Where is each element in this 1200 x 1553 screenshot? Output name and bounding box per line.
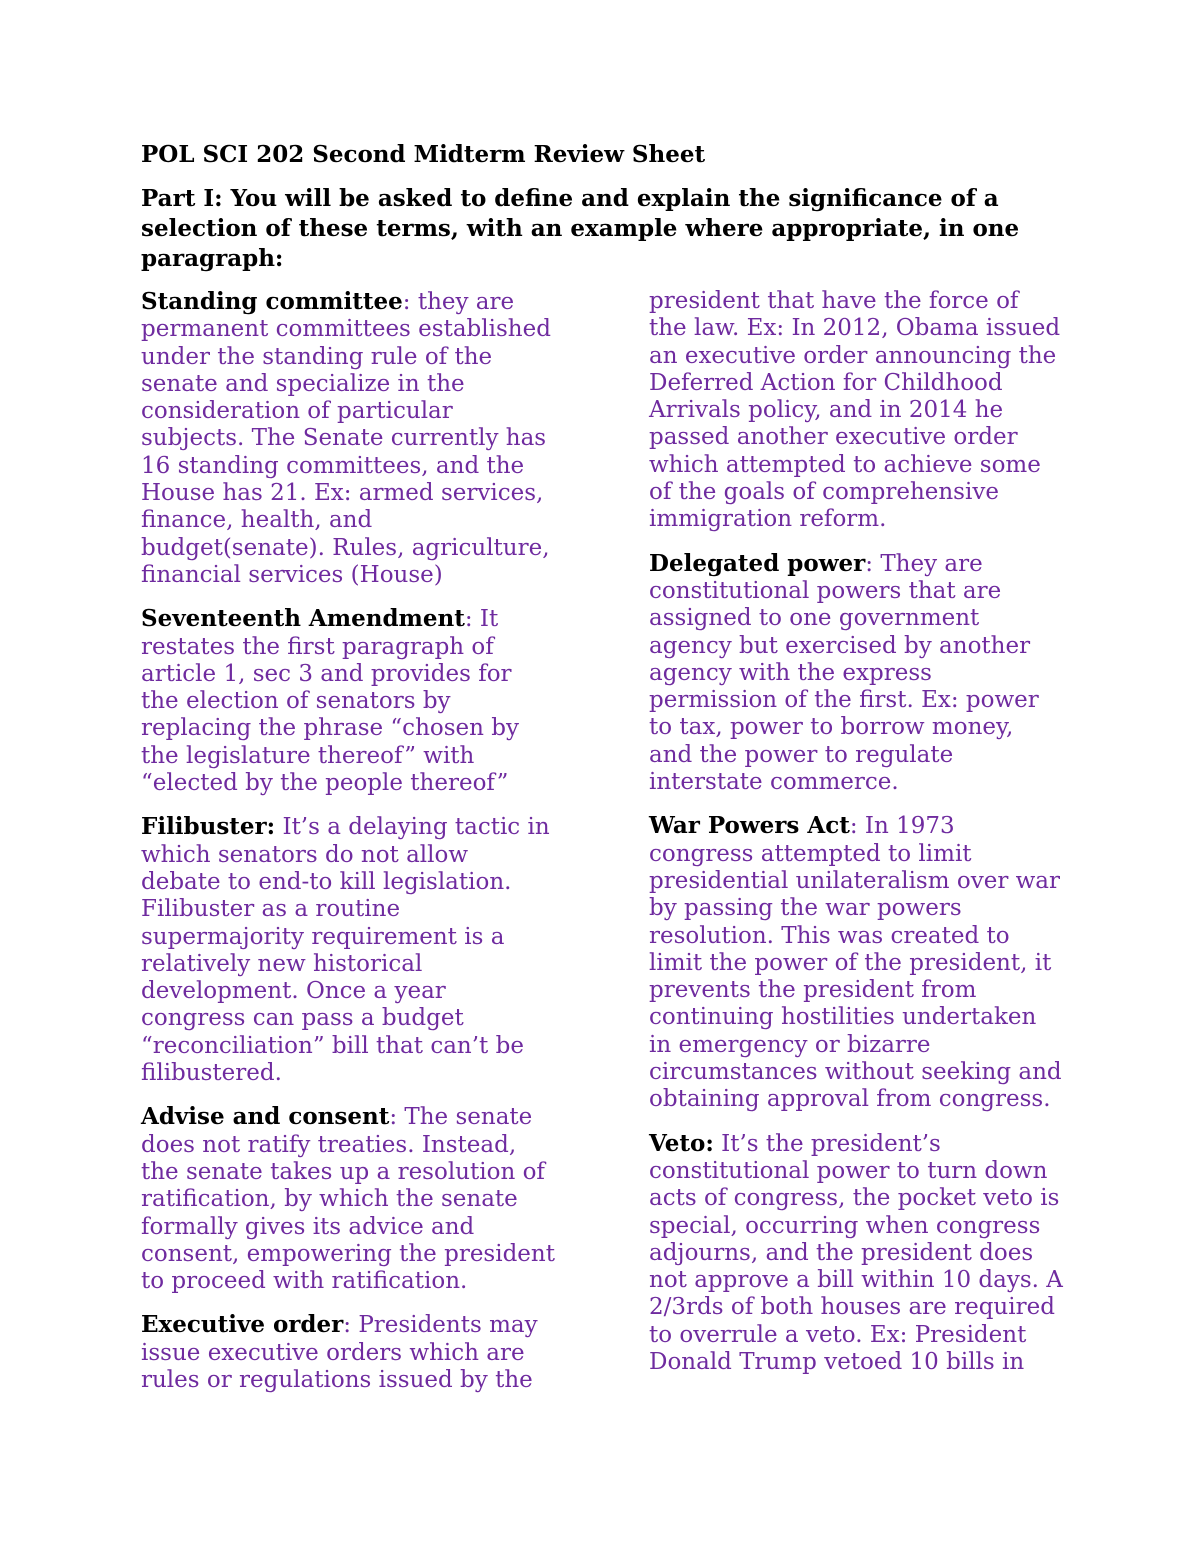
glossary-definition-text: 16 standing committees, and the bbox=[141, 452, 525, 479]
entry-line bbox=[649, 1032, 1081, 1059]
entry-line bbox=[649, 452, 1081, 479]
entry-line bbox=[141, 344, 573, 371]
entry-line bbox=[141, 715, 573, 742]
glossary-definition-text: financial services (House) bbox=[141, 561, 443, 588]
glossary-definition-text: interstate commerce. bbox=[649, 769, 899, 796]
glossary-definition-text: formally gives its advice and bbox=[141, 1213, 475, 1240]
glossary-definition-text: finance, health, and bbox=[141, 507, 373, 534]
entry-line bbox=[141, 1103, 573, 1131]
entry-line bbox=[141, 605, 573, 633]
entry-line bbox=[141, 661, 573, 688]
glossary-definition-text: agency but exercised by another bbox=[649, 632, 1031, 659]
glossary-term: Standing committee bbox=[141, 288, 403, 315]
glossary-term: Veto: bbox=[649, 1129, 714, 1157]
document-page bbox=[141, 138, 1081, 1410]
entry-line bbox=[649, 397, 1081, 424]
entry-line bbox=[649, 1349, 1081, 1376]
glossary-entry-continued bbox=[649, 288, 1081, 534]
glossary-entry-veto bbox=[649, 1130, 1081, 1377]
entry-line bbox=[649, 343, 1081, 370]
entry-line bbox=[141, 951, 573, 978]
glossary-definition-text: issue executive orders which are bbox=[141, 1339, 525, 1366]
glossary-entry-seventeenth-amendment bbox=[141, 605, 573, 797]
glossary-definition-text: : they are bbox=[402, 289, 515, 315]
glossary-definition-text: congress can pass a budget bbox=[141, 1005, 464, 1032]
entry-line bbox=[649, 714, 1081, 741]
glossary-definition-text: development. Once a year bbox=[141, 978, 446, 1005]
glossary-definition-text: which senators do not allow bbox=[141, 841, 469, 868]
glossary-definition-text: congress attempted to limit bbox=[649, 840, 972, 867]
entry-line bbox=[649, 633, 1081, 660]
entry-line bbox=[649, 742, 1081, 769]
two-column-body bbox=[141, 288, 1081, 1410]
glossary-term: Filibuster: bbox=[141, 813, 276, 841]
entry-line bbox=[141, 634, 573, 661]
glossary-definition-text: to overrule a veto. Ex: President bbox=[649, 1321, 1027, 1348]
glossary-definition-text: consent, empowering the president bbox=[141, 1240, 555, 1267]
entry-line bbox=[141, 1311, 573, 1339]
glossary-definition-text: article 1, sec 3 and provides for bbox=[141, 660, 512, 687]
entry-line bbox=[649, 977, 1081, 1004]
glossary-definition-text: adjourns, and the president does bbox=[649, 1239, 1034, 1266]
entry-line bbox=[141, 813, 573, 841]
entry-line bbox=[649, 1130, 1081, 1158]
entry-line bbox=[649, 812, 1081, 840]
glossary-term: Executive order bbox=[141, 1311, 344, 1339]
right-column bbox=[649, 288, 1081, 1410]
glossary-definition-text: permanent committees established bbox=[141, 316, 551, 343]
entry-line bbox=[141, 507, 573, 534]
entry-line bbox=[141, 562, 573, 589]
glossary-definition-text: agency with the express bbox=[649, 659, 932, 686]
glossary-definition-text: not approve a bill within 10 days. A bbox=[649, 1267, 1063, 1294]
glossary-definition-text: restates the first paragraph of bbox=[141, 633, 494, 660]
entry-line bbox=[141, 1367, 573, 1394]
glossary-definition-text: It’s a delaying tactic in bbox=[275, 814, 550, 841]
glossary-definition-text: subjects. The Senate currently has bbox=[141, 425, 547, 452]
glossary-definition-text: constitutional power to turn down bbox=[649, 1157, 1048, 1184]
instructions-line: paragraph: bbox=[141, 245, 284, 272]
entry-line bbox=[141, 1132, 573, 1159]
entry-line bbox=[141, 978, 573, 1005]
glossary-definition-text: rules or regulations issued by the bbox=[141, 1366, 533, 1393]
glossary-definition-text: circumstances without seeking and bbox=[649, 1059, 1062, 1086]
entry-line bbox=[649, 868, 1081, 895]
glossary-entry-filibuster bbox=[141, 813, 573, 1087]
glossary-definition-text: supermajority requirement is a bbox=[141, 923, 505, 950]
glossary-term: Seventeenth Amendment bbox=[141, 605, 465, 633]
glossary-definition-text: limit the power of the president, it bbox=[649, 949, 1052, 976]
glossary-definition-text: the election of senators by bbox=[141, 688, 451, 715]
glossary-term: Delegated power bbox=[649, 549, 866, 577]
glossary-definition-text: continuing hostilities undertaken bbox=[649, 1004, 1037, 1031]
glossary-definition-text: debate to end-to kill legislation. bbox=[141, 868, 512, 895]
entry-line bbox=[649, 841, 1081, 868]
glossary-entry-executive-order bbox=[141, 1311, 573, 1394]
glossary-definition-text: assigned to one government bbox=[649, 605, 980, 632]
part-one-instructions bbox=[141, 184, 1081, 274]
entry-line bbox=[141, 535, 573, 562]
entry-line bbox=[649, 578, 1081, 605]
glossary-definition-text: the senate takes up a resolution of bbox=[141, 1158, 545, 1185]
glossary-definition-text: president that have the force of bbox=[649, 288, 1019, 314]
entry-line bbox=[649, 660, 1081, 687]
entry-line bbox=[141, 1005, 573, 1032]
entry-line bbox=[141, 1214, 573, 1241]
glossary-definition-text: obtaining approval from congress. bbox=[649, 1086, 1051, 1113]
entry-line bbox=[141, 480, 573, 507]
entry-line bbox=[649, 315, 1081, 342]
glossary-definition-text: does not ratify treaties. Instead, bbox=[141, 1131, 517, 1158]
entry-line bbox=[141, 924, 573, 951]
glossary-definition-text: immigration reform. bbox=[649, 506, 887, 533]
instructions-line: Part I: You will be asked to define and explain the significance of a bbox=[141, 185, 999, 212]
document-title: POL SCI 202 Second Midterm Review Sheet bbox=[141, 141, 706, 168]
glossary-definition-text: under the standing rule of the bbox=[141, 343, 493, 370]
glossary-definition-text: and the power to regulate bbox=[649, 741, 954, 768]
entry-line bbox=[649, 1158, 1081, 1185]
glossary-definition-text: House has 21. Ex: armed services, bbox=[141, 480, 544, 507]
glossary-definition-text: to tax, power to borrow money, bbox=[649, 714, 1014, 741]
entry-line bbox=[649, 605, 1081, 632]
glossary-definition-text: prevents the president from bbox=[649, 977, 977, 1004]
entry-line bbox=[141, 1340, 573, 1367]
entry-line bbox=[141, 316, 573, 343]
glossary-definition-text: Arrivals policy, and in 2014 he bbox=[649, 397, 1004, 424]
glossary-definition-text: constitutional powers that are bbox=[649, 577, 1002, 604]
entry-line bbox=[141, 425, 573, 452]
left-column bbox=[141, 288, 573, 1410]
entry-line bbox=[649, 923, 1081, 950]
glossary-definition-text: budget(senate). Rules, agriculture, bbox=[141, 534, 550, 561]
glossary-definition-text: in emergency or bizarre bbox=[649, 1031, 931, 1058]
glossary-entry-war-powers-act bbox=[649, 812, 1081, 1113]
glossary-definition-text: : It bbox=[464, 606, 499, 633]
entry-line bbox=[141, 743, 573, 770]
entry-line bbox=[141, 1060, 573, 1087]
entry-line bbox=[141, 896, 573, 923]
entry-line bbox=[649, 687, 1081, 714]
entry-line bbox=[649, 288, 1081, 315]
entry-line bbox=[649, 1086, 1081, 1113]
glossary-definition-text: the law. Ex: In 2012, Obama issued bbox=[649, 315, 1061, 342]
entry-line bbox=[649, 1322, 1081, 1349]
entry-line bbox=[141, 869, 573, 896]
entry-line bbox=[141, 288, 573, 316]
glossary-definition-text: ratification, by which the senate bbox=[141, 1186, 518, 1213]
glossary-definition-text: It’s the president’s bbox=[713, 1130, 941, 1157]
entry-line bbox=[649, 1240, 1081, 1267]
entry-line bbox=[141, 1186, 573, 1213]
entry-line bbox=[649, 769, 1081, 796]
entry-line bbox=[649, 1294, 1081, 1321]
entry-line bbox=[649, 1059, 1081, 1086]
glossary-definition-text: senate and specialize in the bbox=[141, 370, 465, 397]
glossary-entry-standing-committee bbox=[141, 288, 573, 589]
glossary-definition-text: permission of the first. Ex: power bbox=[649, 687, 1039, 714]
entry-line bbox=[141, 770, 573, 797]
glossary-definition-text: : In 1973 bbox=[849, 813, 955, 840]
glossary-definition-text: : They are bbox=[865, 550, 983, 577]
glossary-definition-text: Filibuster as a routine bbox=[141, 896, 401, 923]
glossary-entry-delegated-power bbox=[649, 550, 1081, 797]
entry-line bbox=[649, 895, 1081, 922]
entry-line bbox=[649, 424, 1081, 451]
glossary-definition-text: presidential unilateralism over war bbox=[649, 867, 1061, 894]
glossary-definition-text: by passing the war powers bbox=[649, 895, 962, 922]
entry-line bbox=[141, 1033, 573, 1060]
entry-line bbox=[141, 1159, 573, 1186]
glossary-definition-text: 2/3rds of both houses are required bbox=[649, 1294, 1055, 1321]
entry-line bbox=[141, 453, 573, 480]
entry-line bbox=[649, 1185, 1081, 1212]
instructions-line: selection of these terms, with an example where appropriate, in one bbox=[141, 215, 1020, 242]
entry-line bbox=[141, 1268, 573, 1295]
entry-line bbox=[141, 688, 573, 715]
entry-line bbox=[649, 550, 1081, 578]
glossary-definition-text: passed another executive order bbox=[649, 424, 1018, 451]
glossary-term: War Powers Act bbox=[649, 812, 850, 840]
glossary-definition-text: “elected by the people thereof” bbox=[141, 770, 509, 797]
glossary-definition-text: consideration of particular bbox=[141, 398, 453, 425]
glossary-definition-text: relatively new historical bbox=[141, 950, 423, 977]
glossary-definition-text: : The senate bbox=[389, 1104, 533, 1131]
entry-line bbox=[649, 479, 1081, 506]
glossary-definition-text: Donald Trump vetoed 10 bills in bbox=[649, 1348, 1025, 1375]
glossary-definition-text: Deferred Action for Childhood bbox=[649, 369, 1003, 396]
entry-line bbox=[141, 398, 573, 425]
glossary-definition-text: acts of congress, the pocket veto is bbox=[649, 1185, 1060, 1212]
entry-line bbox=[649, 1213, 1081, 1240]
glossary-definition-text: : Presidents may bbox=[343, 1312, 538, 1339]
entry-line bbox=[649, 370, 1081, 397]
glossary-definition-text: special, occurring when congress bbox=[649, 1212, 1041, 1239]
glossary-definition-text: “reconciliation” bill that can’t be bbox=[141, 1032, 524, 1059]
glossary-definition-text: which attempted to achieve some bbox=[649, 451, 1041, 478]
glossary-definition-text: filibustered. bbox=[141, 1060, 282, 1087]
entry-line bbox=[141, 1241, 573, 1268]
glossary-definition-text: replacing the phrase “chosen by bbox=[141, 715, 519, 742]
entry-line bbox=[649, 950, 1081, 977]
entry-line bbox=[649, 1267, 1081, 1294]
glossary-definition-text: the legislature thereof” with bbox=[141, 742, 475, 769]
glossary-definition-text: resolution. This was created to bbox=[649, 922, 1010, 949]
entry-line bbox=[141, 842, 573, 869]
glossary-definition-text: to proceed with ratification. bbox=[141, 1268, 468, 1295]
entry-line bbox=[649, 506, 1081, 533]
glossary-entry-advise-and-consent bbox=[141, 1103, 573, 1295]
glossary-term: Advise and consent bbox=[141, 1103, 390, 1131]
glossary-definition-text: an executive order announcing the bbox=[649, 342, 1057, 369]
entry-line bbox=[649, 1004, 1081, 1031]
entry-line bbox=[141, 371, 573, 398]
glossary-definition-text: of the goals of comprehensive bbox=[649, 479, 999, 506]
